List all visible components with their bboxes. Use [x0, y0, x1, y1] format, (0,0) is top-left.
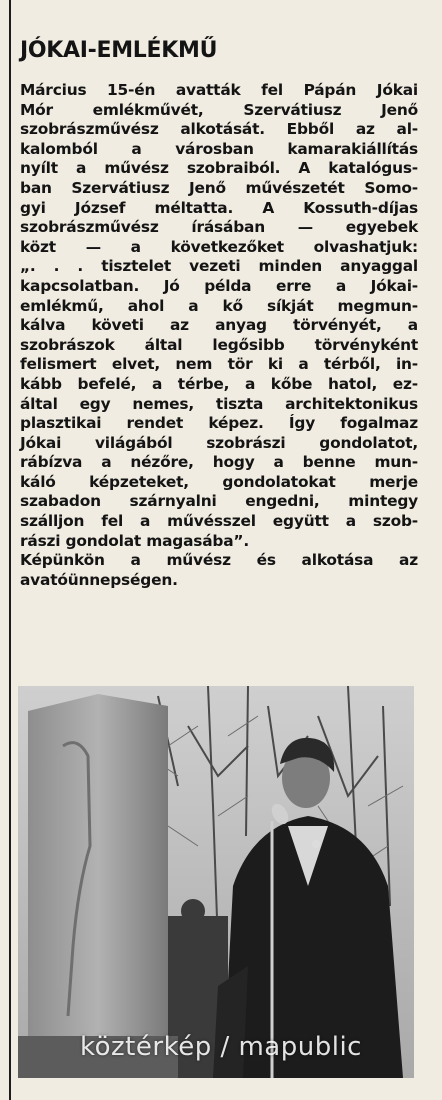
article-line: „. . . tisztelet vezeti minden anyaggal	[20, 257, 418, 276]
article-line: gyi József méltatta. A Kossuth-díjas	[20, 198, 418, 217]
article-body	[20, 81, 418, 590]
article-line: kalomból a városban kamarakiállítás	[20, 139, 418, 158]
article-line: kább befelé, a térbe, a kőbe hatol, ez-	[20, 374, 418, 393]
article-line: Képünkön a művész és alkotása az	[20, 551, 418, 570]
article-line: emlékmű, ahol a kő síkját megmun-	[20, 296, 418, 315]
photo	[18, 686, 414, 1078]
article-line: rábízva a nézőre, hogy a benne mun-	[20, 453, 418, 472]
article-line: szobrászok által legősibb törvényként	[20, 335, 418, 354]
article-line: kapcsolatban. Jó példa erre a Jókai-	[20, 276, 418, 295]
article-line: Március 15-én avatták fel Pápán Jókai	[20, 81, 418, 99]
article-line: szobrászművész írásában — egyebek	[20, 218, 418, 237]
article-line: ban Szervátiusz Jenő művészetét Somo-	[20, 178, 418, 197]
column-rule	[9, 0, 11, 1100]
article-line: szálljon fel a művésszel együtt a szob-	[20, 512, 418, 531]
article-line: plasztikai rendet képez. Így fogalmaz	[20, 414, 418, 433]
article-line: szobrászművész alkotását. Ebből az al-	[20, 120, 418, 139]
article-line: kálva követi az anyag törvényét, a	[20, 316, 418, 335]
article-line: közt — a következőket olvashatjuk:	[20, 237, 418, 256]
article-line: avatóünnepségen.	[20, 570, 178, 589]
article-line: által egy nemes, tiszta architektonikus	[20, 394, 418, 413]
watermark-text: köztérkép / mapublic	[80, 1032, 362, 1062]
photo-image	[18, 686, 414, 1078]
article-line: Mór emlékművét, Szervátiusz Jenő	[20, 100, 418, 119]
article-line: szabadon szárnyalni engedni, mintegy	[20, 492, 418, 511]
article-line: káló képzeteket, gondolatokat merje	[20, 472, 418, 491]
article-line: nyílt a művész szobraiból. A katalógus-	[20, 159, 418, 178]
article-line: felismert elvet, nem tör ki a térből, in-	[20, 355, 418, 374]
article-line: rászi gondolat magasába”.	[20, 531, 249, 550]
article-title: JÓKAI-EMLÉKMŰ	[20, 38, 218, 63]
article-line: Jókai világából szobrászi gondolatot,	[20, 433, 418, 452]
